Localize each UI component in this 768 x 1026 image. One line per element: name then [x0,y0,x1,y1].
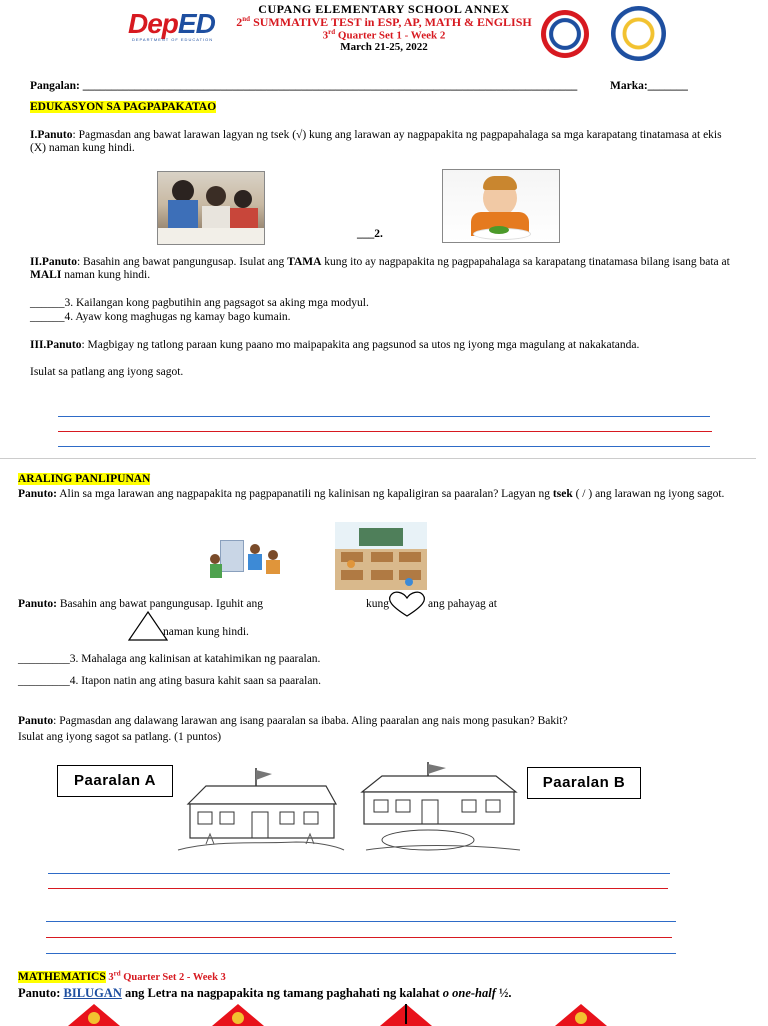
answer-line[interactable] [48,888,668,889]
deped-logo: DepED [128,8,215,39]
answer-line[interactable] [46,953,676,954]
answer-line[interactable] [48,873,670,874]
ap-item-4[interactable]: _________4. Itapon natin ang ating basura kahit saan sa paaralan. [18,675,322,687]
esp-item-3[interactable]: ______3. Kailangan kong pagbutihin ang pagsagot sa aking mga modyul. [30,297,369,309]
answer-line[interactable] [46,921,676,922]
kids-cleaning-image [210,540,288,580]
division-seal-icon [611,6,666,61]
esp-instruction-1: I.Panuto: Pagmasdan ang bawat larawan lagyan ng tsek (√) kung ang larawan ay nagpapakita ng pagpapahalaga sa mga karapatang tinatamasa at ekis (X) naman kung hindi. [30,129,722,154]
triangle-icon [128,611,168,646]
school-name: CUPANG ELEMENTARY SCHOOL ANNEX [258,2,510,16]
ap-instruction-2: Panuto: Basahin ang bawat pangungusap. Iguhit ang [18,598,263,610]
esp-heading: EDUKASYON SA PAGPAPAKATAO [30,101,217,113]
esp-instruction-3: III.Panuto: Magbigay ng tatlong paraan kung paano mo maipapakita ang pagsunod sa utos ng iyong mga magulang at nakakatanda. [30,339,640,351]
math-instruction: Panuto: BILUGAN ang Letra na nagpapakita ng tamang paghahati ng kalahat o one-half ½. [18,986,512,1000]
quarter-set: 3rd Quarter Set 1 - Week 2 [322,28,446,42]
boy-refusing-food-image [442,169,560,243]
divider-line-icon [405,1004,407,1024]
answer-line[interactable] [46,937,672,938]
school-a-drawing [176,764,346,859]
esp-item-4[interactable]: ______4. Ayaw kong maghugas ng kamay bago kumain. [30,311,291,323]
children-studying-image [157,171,265,245]
section-divider [0,458,756,459]
score-field[interactable]: Marka:_______ [610,80,688,92]
deped-logo-subtitle: DEPARTMENT OF EDUCATION [132,37,214,42]
messy-classroom-image [335,522,427,590]
school-b-label: Paaralan B [527,767,641,799]
ap-instruction-1: Panuto: Alin sa mga larawan ang nagpapakita ng pagpapanatili ng kalinisan ng kapaligiran sa paaralan? Lagyan ng tsek ( / ) ang larawan ng iyong sagot. [18,488,725,500]
ap-instruction-3: Panuto: Pagmasdan ang dalawang larawan ang isang paaralan sa ibaba. Aling paaralan ang nais mong pasukan? Bakit? [18,715,568,727]
name-field[interactable]: Pangalan: ______________________________________________________________________________________ [30,80,578,92]
school-a-label: Paaralan A [57,765,173,797]
ap-heading: ARALING PANLIPUNAN [18,473,151,485]
house-window-icon [575,1012,587,1024]
ap-instruction-3b: Isulat ang iyong sagot sa patlang. (1 puntos) [18,731,222,743]
school-b-drawing [356,758,526,859]
ap-item-3[interactable]: _________3. Mahalaga ang kalinisan at katahimikan ng paaralan. [18,653,321,665]
ap-instruction-2-d: naman kung hindi. [163,626,249,638]
house-window-icon [88,1012,100,1024]
heart-icon [385,590,429,623]
test-date: March 21-25, 2022 [340,41,428,53]
answer-line[interactable] [58,431,712,432]
answer-line[interactable] [58,416,710,417]
ap-instruction-2-b: kung [366,598,389,610]
math-heading: MATHEMATICS 3rd Quarter Set 2 - Week 3 [18,969,226,983]
answer-line[interactable] [58,446,710,447]
ap-instruction-2-c: ang pahayag at [428,598,497,610]
house-window-icon [232,1012,244,1024]
test-title: 2nd SUMMATIVE TEST in ESP, AP, MATH & ENGLISH [236,15,532,29]
esp-instruction-3b: Isulat sa patlang ang iyong sagot. [30,366,184,378]
esp-instruction-2: II.Panuto: Basahin ang bawat pangungusap. Isulat ang TAMA kung ito ay nagpapakita ng pagpapahalaga sa karapatang tinatamasa bilang isang bata at MALI naman kung hindi. [30,256,730,281]
esp-item-2: ___2. [357,228,383,240]
school-seal-icon [541,10,589,58]
